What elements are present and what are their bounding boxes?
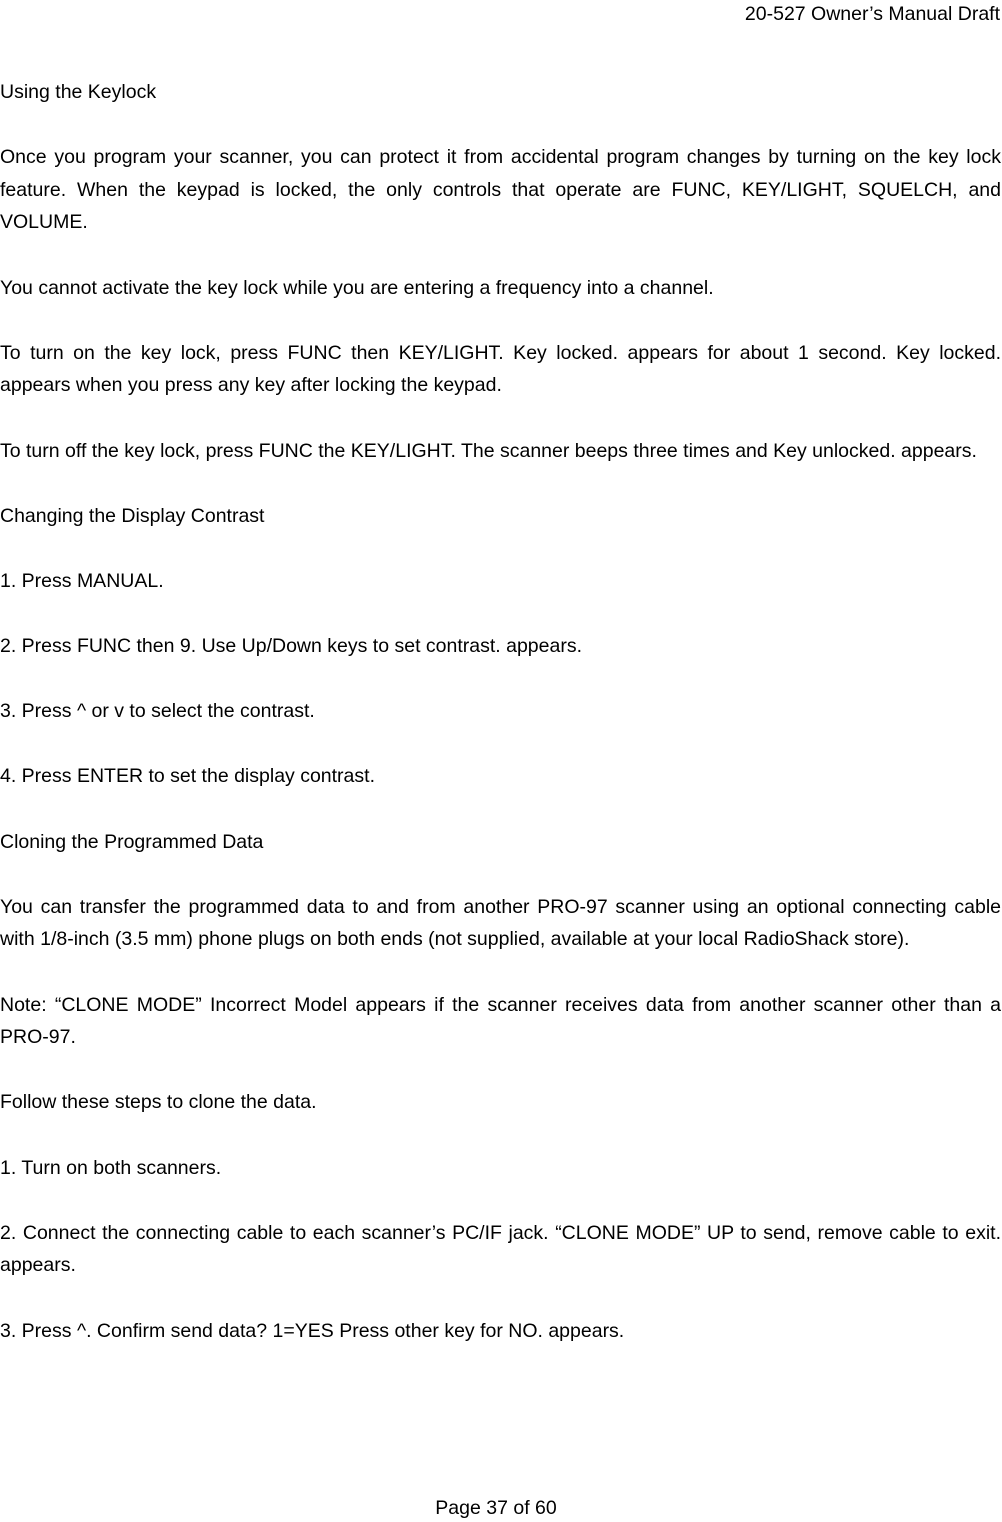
section-heading-display-contrast: Changing the Display Contrast — [0, 504, 265, 527]
step-item: 2. Press FUNC then 9. Use Up/Down keys to set contrast. appears. — [0, 635, 582, 658]
paragraph: Once you program your scanner, you can protect it from accidental program changes by turning on the key lock feature. When the keypad is locked, the only controls that operate are FUNC, KEY/LIGHT, SQUELCH, and VOLUME. — [0, 146, 1001, 234]
paragraph: To turn off the key lock, press FUNC the KEY/LIGHT. The scanner beeps three times and Key unlocked. appears. — [0, 439, 977, 462]
note-paragraph: Note: “CLONE MODE” Incorrect Model appears if the scanner receives data from another scanner other than a PRO-97. — [0, 993, 1001, 1049]
step-item: 4. Press ENTER to set the display contrast. — [0, 765, 375, 788]
section-heading-keylock: Using the Keylock — [0, 81, 157, 103]
step-item: 1. Press MANUAL. — [0, 569, 164, 592]
page-number: Page 37 of 60 — [435, 1497, 557, 1519]
document-title: 20-527 Owner’s Manual Draft — [744, 3, 1000, 25]
page-footer — [0, 1496, 1002, 1520]
step-item: 3. Press ^ or v to select the contrast. — [0, 700, 315, 723]
step-item: 3. Press ^. Confirm send data? 1=YES Press other key for NO. appears. — [0, 1319, 625, 1342]
document-header — [745, 2, 1000, 26]
page-content — [0, 76, 1001, 1380]
section-heading-cloning: Cloning the Programmed Data — [0, 830, 264, 853]
paragraph: You can transfer the programmed data to and from another PRO-97 scanner using an optional connecting cable with 1/8-inch (3.5 mm) phone plugs on both ends (not supplied, available at your local RadioShack store). — [0, 895, 1001, 951]
step-item: 2. Connect the connecting cable to each scanner’s PC/IF jack. “CLONE MODE” UP to send, remove cable to exit. appears. — [0, 1221, 1001, 1277]
paragraph: Follow these steps to clone the data. — [0, 1091, 317, 1114]
step-item: 1. Turn on both scanners. — [0, 1156, 222, 1179]
paragraph: To turn on the key lock, press FUNC then KEY/LIGHT. Key locked. appears for about 1 second. Key locked. appears when you press any key after locking the keypad. — [0, 341, 1001, 397]
paragraph: You cannot activate the key lock while you are entering a frequency into a channel. — [0, 276, 714, 299]
